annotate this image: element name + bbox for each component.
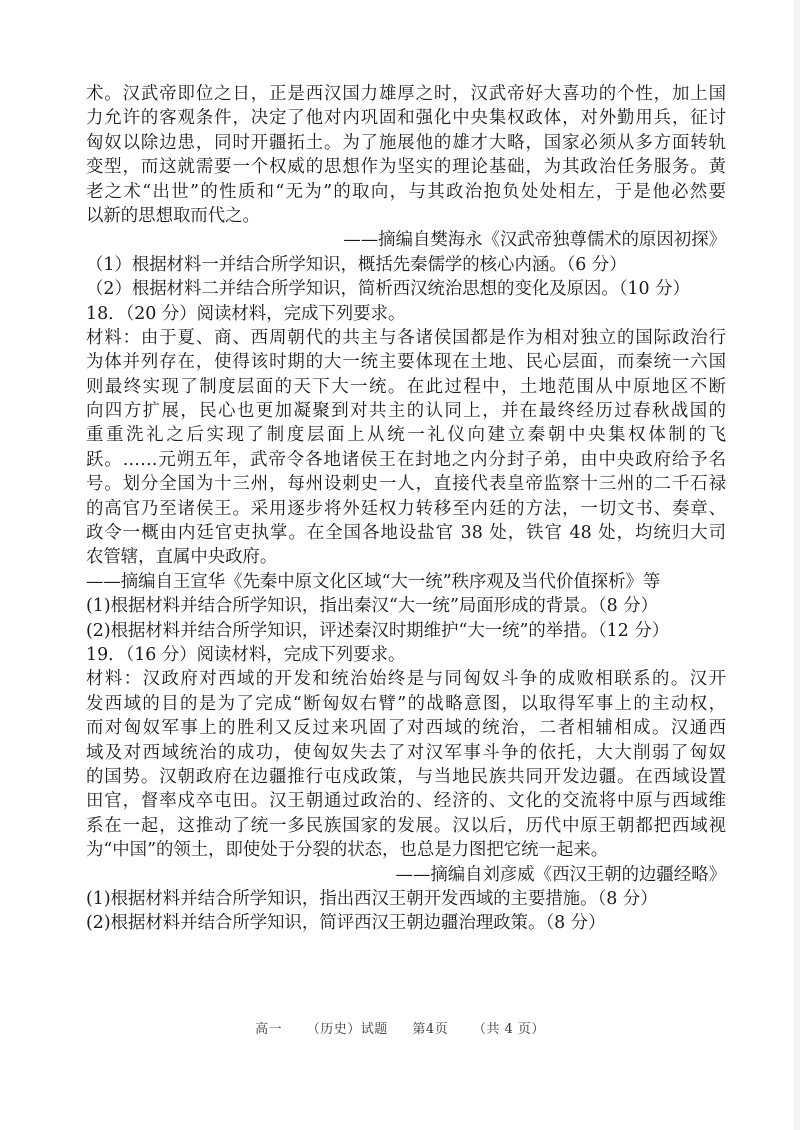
- question-heading: 19．（16 分）阅读材料，完成下列要求。: [86, 644, 406, 665]
- footer-grade: 高一: [255, 1022, 283, 1037]
- text-line: 而对匈奴军事上的胜利又反过来巩固了对西域的统治，二者相辅相成。汉通西: [86, 718, 726, 739]
- text-line: 力允许的客观条件，决定了他对内巩固和强化中央集权政体，对外勤用兵，征讨: [86, 108, 726, 129]
- question-item: (1)根据材料并结合所学知识，指出秦汉“大一统”局面形成的背景。（8 分）: [86, 596, 659, 617]
- text-line: 为体并列存在，使得该时期的大一统主要体现在土地、民心层面，而秦统一六国: [86, 352, 726, 373]
- text-line: 则最终实现了制度层面的天下大一统。在此过程中，土地范围从中原地区不断: [86, 376, 726, 397]
- text-line: 变型，而这就需要一个权威的思想作为坚实的理论基础，为其政治任务服务。黄: [86, 157, 726, 178]
- page-footer: [0, 1018, 800, 1037]
- question-item: (2)根据材料并结合所学知识，简评西汉王朝边疆治理政策。（8 分）: [86, 913, 606, 934]
- question-heading: 18．（20 分）阅读材料，完成下列要求。: [86, 303, 406, 324]
- question-item: (2)根据材料并结合所学知识，评述秦汉时期维护“大一统”的举措。（12 分）: [86, 620, 670, 641]
- text-line: 域及对西域统治的成功，使匈奴失去了对汉军事斗争的依托，大大削弱了匈奴: [86, 742, 726, 763]
- footer-page-number: 第4页: [412, 1022, 449, 1037]
- text-line: 发西域的目的是为了完成“断匈奴右臂”的战略意图，以取得军事上的主动权，: [86, 693, 726, 714]
- text-line: 跃。……元朔五年，武帝令各地诸侯王在封地之内分封子弟，由中央政府给予名: [86, 449, 726, 470]
- source-citation: ——摘编自王宣华《先秦中原文化区域“大一统”秩序观及当代价值探析》等: [86, 571, 661, 592]
- text-line: 为“中国”的领土，即使处于分裂的状态，也总是力图把它统一起来。: [86, 840, 609, 861]
- text-line: 以新的思想取而代之。: [86, 205, 260, 226]
- text-line: 材料：汉政府对西域的开发和统治始终是与同匈奴斗争的成败相联系的。汉开: [86, 669, 726, 690]
- source-citation: ——摘编自樊海永《汉武帝独尊儒术的原因初探》: [343, 230, 726, 251]
- text-line: 老之术“出世”的性质和“无为”的取向，与其政治抱负处处相左，于是他必然要: [86, 181, 726, 202]
- text-line: 向四方扩展，民心也更加凝聚到对共主的认同上，并在最终经历过春秋战国的: [86, 401, 726, 422]
- question-item: (1)根据材料并结合所学知识，指出西汉王朝开发西域的主要措施。（8 分）: [86, 888, 658, 909]
- footer-total-pages: （共 4 页）: [472, 1022, 545, 1037]
- footer-subject: （历史）试题: [306, 1022, 388, 1037]
- text-line: 田官，督率戍卒屯田。汉王朝通过政治的、经济的、文化的交流将中原与西域维: [86, 791, 726, 812]
- text-line: 的国势。汉朝政府在边疆推行屯戍政策，与当地民族共同开发边疆。在西域设置: [86, 766, 726, 787]
- text-line: 材料：由于夏、商、西周朝代的共主与各诸侯国都是作为相对独立的国际政治行: [86, 327, 726, 348]
- text-line: 的高官乃至诸侯王。采用逐步将外廷权力转移至内廷的方法，一切文书、奏章、: [86, 498, 726, 519]
- text-line: 政令一概由内廷官吏执掌。在全国各地设盐官 38 处，铁官 48 处，均统归大司: [86, 523, 726, 544]
- text-line: 号。划分全国为十三州，每州设刺史一人，直接代表皇帝监察十三州的二千石禄: [86, 474, 726, 495]
- text-line: 农管辖，直属中央政府。: [86, 547, 278, 568]
- question-item: （2）根据材料二并结合所学知识，简析西汉统治思想的变化及原因。（10 分）: [86, 279, 690, 300]
- question-item: （1）根据材料一并结合所学知识，概括先秦儒学的核心内涵。（6 分）: [86, 254, 627, 275]
- question-body: [86, 82, 726, 936]
- text-line: 匈奴以除边患，同时开疆拓土。为了施展他的雄才大略，国家必须从多方面转轨: [86, 132, 726, 153]
- source-citation: ——摘编自刘彦威《西汉王朝的边疆经略》: [395, 864, 726, 885]
- text-line: 术。汉武帝即位之日，正是西汉国力雄厚之时，汉武帝好大喜功的个性，加上国: [86, 84, 726, 104]
- text-line: 重重洗礼之后实现了制度层面上从统一礼仪向建立秦朝中央集权体制的飞: [86, 425, 726, 446]
- page-edge: [794, 0, 800, 1130]
- text-line: 系在一起，这推动了统一多民族国家的发展。汉以后，历代中原王朝都把西域视: [86, 815, 726, 836]
